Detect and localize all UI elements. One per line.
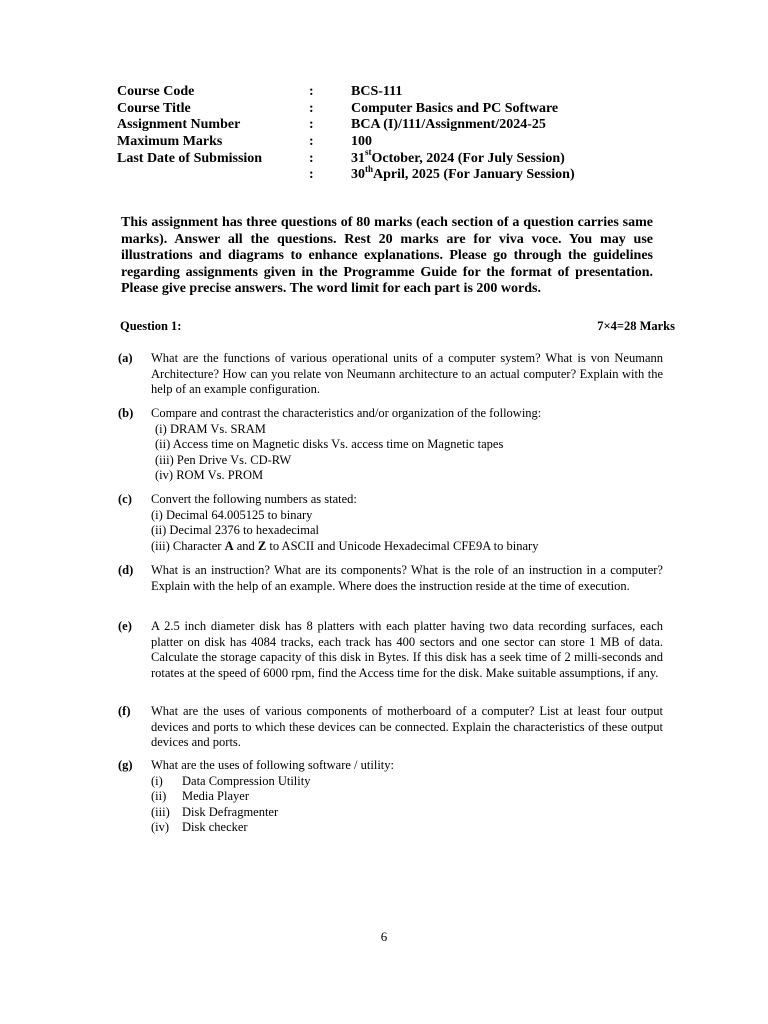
- sub-text: Disk checker: [182, 820, 248, 834]
- sub-num: (iii): [151, 538, 170, 553]
- sub-text: Disk Defragmenter: [182, 804, 279, 819]
- meta-row-course-code: [117, 84, 575, 101]
- sub-item: [155, 468, 663, 484]
- date-ordinal: st: [365, 147, 372, 158]
- meta-value: [351, 147, 565, 168]
- sub-list: [151, 508, 663, 555]
- part-letter: (c): [118, 492, 132, 506]
- sub-text-pre: Character: [172, 538, 225, 553]
- part-text: Convert the following numbers as stated:: [151, 492, 357, 506]
- sub-text-mid: and: [233, 538, 258, 553]
- question-part-d: [118, 563, 663, 594]
- sub-num: (ii): [151, 789, 167, 803]
- meta-row-course-title: [117, 101, 575, 118]
- sub-item: [155, 422, 663, 438]
- meta-label: [117, 167, 309, 184]
- meta-label: Last Date of Submission: [117, 150, 263, 166]
- part-text: Compare and contrast the characteristics and/or organization of the following:: [151, 406, 542, 420]
- question-part-g: [118, 758, 663, 836]
- date-rest: October, 2024 (For July Session): [371, 150, 565, 166]
- meta-label: Course Title: [117, 100, 191, 116]
- sub-item: [155, 453, 663, 469]
- sub-text-post: to ASCII and Unicode Hexadecimal CFE9A to binary: [266, 538, 539, 553]
- sub-item: [151, 508, 663, 524]
- meta-row-assignment-number: [117, 117, 575, 134]
- sub-num: (i): [155, 421, 167, 436]
- question-part-b: [118, 406, 663, 484]
- part-letter: (a): [118, 351, 133, 365]
- sub-num: (iv): [155, 468, 174, 482]
- sub-num: (i): [151, 507, 163, 522]
- sub-text: Pen Drive Vs. CD-RW: [176, 452, 292, 467]
- sub-text: ROM Vs. PROM: [176, 468, 264, 482]
- sub-num: (iii): [155, 452, 174, 467]
- sub-text: Decimal 2376 to hexadecimal: [169, 523, 320, 537]
- date-day: 31: [351, 150, 365, 166]
- date-day: 30: [351, 167, 365, 183]
- question-marks: 7×4=28 Marks: [597, 319, 675, 333]
- sub-text: Data Compression Utility: [182, 773, 311, 788]
- page-number: 6: [380, 929, 388, 944]
- sub-num: (ii): [151, 523, 167, 537]
- meta-row-last-date-july: [117, 147, 575, 168]
- part-letter: (d): [118, 563, 134, 577]
- sub-num: (iv): [151, 820, 170, 834]
- sub-item: [151, 820, 663, 836]
- part-letter: (f): [118, 704, 131, 718]
- assignment-meta: [117, 84, 575, 184]
- meta-value: BCS-111: [351, 84, 403, 99]
- part-text: What is an instruction? What are its components? What is the role of an instruction in a computer? Explain with the help of an example. Where does the instruction reside at the time of execution.: [151, 563, 663, 593]
- meta-label: Course Code: [117, 84, 195, 99]
- meta-row-last-date-january: [117, 163, 575, 184]
- part-letter: (e): [118, 619, 132, 633]
- instructions-paragraph: This assignment has three questions of 80 marks (each section of a question carries same marks). Answer all the questions. Rest 20 marks are for viva voce. You may use illustrations and diagrams to enhance explanations. Please go through the guidelines regarding assignments given in the Programme Guide for the format of presentation. Please give precise answers. The word limit for each part is 200 words.: [121, 215, 653, 296]
- question-part-f: [118, 704, 663, 751]
- part-text: A 2.5 inch diameter disk has 8 platters with each platter having two data recording surfaces, each platter on disk has 4084 tracks, each track has 400 sectors and one sector can store 1 MB of data. Calculate the storage capacity of this disk in Bytes. If this disk has a seek time of 2 milli-seconds and rotates at the speed of 6000 rpm, find the Access time for the disk. Make suitable assumptions, if any.: [151, 619, 663, 680]
- meta-colon: :: [309, 150, 314, 166]
- part-text: What are the uses of following software / utility:: [151, 758, 394, 772]
- sub-text-bold: A: [224, 538, 234, 553]
- sub-list: [151, 422, 663, 484]
- sub-item: [151, 539, 663, 555]
- meta-label: Assignment Number: [117, 117, 241, 133]
- sub-item: [155, 437, 663, 453]
- sub-item: [151, 774, 663, 790]
- question-title: Question 1:: [120, 319, 182, 333]
- part-text: What are the functions of various operational units of a computer system? What is von Neumann Architecture? How can you relate von Neumann architecture to an actual computer? Explain with the help of an example configuration.: [151, 351, 663, 396]
- sub-item: [151, 805, 663, 821]
- meta-colon: :: [309, 84, 314, 99]
- sub-text: Access time on Magnetic disks Vs. access time on Magnetic tapes: [172, 437, 504, 451]
- sub-num: (iii): [151, 804, 170, 819]
- meta-label: Maximum Marks: [117, 134, 223, 150]
- sub-num: (i): [151, 773, 163, 788]
- meta-row-maximum-marks: [117, 134, 575, 151]
- date-ordinal: th: [365, 163, 374, 174]
- sub-text: Media Player: [182, 789, 249, 803]
- part-letter: (g): [118, 758, 133, 772]
- question-part-a: [118, 351, 663, 398]
- meta-colon: :: [309, 100, 314, 116]
- meta-value: [351, 163, 575, 184]
- sub-text-bold: Z: [257, 538, 267, 553]
- sub-text: DRAM Vs. SRAM: [169, 421, 266, 436]
- meta-colon: :: [309, 167, 314, 183]
- sub-num: (ii): [155, 437, 171, 451]
- part-letter: (b): [118, 406, 134, 420]
- meta-colon: :: [309, 134, 314, 150]
- sub-text: Decimal 64.005125 to binary: [165, 507, 313, 522]
- question-part-c: [118, 492, 663, 554]
- question-heading: [120, 319, 675, 334]
- meta-value: BCA (I)/111/Assignment/2024-25: [351, 117, 546, 133]
- sub-item: [151, 789, 663, 805]
- meta-value: 100: [351, 134, 372, 150]
- question-part-e: [118, 619, 663, 681]
- sub-item: [151, 523, 663, 539]
- sub-list: [151, 774, 663, 836]
- date-rest: April, 2025 (For January Session): [373, 167, 575, 183]
- part-text: What are the uses of various components of motherboard of a computer? List at least four output devices and ports to which these devices can be connected. Explain the characteristics of these output devices and ports.: [151, 704, 663, 749]
- meta-value: Computer Basics and PC Software: [351, 100, 559, 116]
- meta-colon: :: [309, 117, 314, 133]
